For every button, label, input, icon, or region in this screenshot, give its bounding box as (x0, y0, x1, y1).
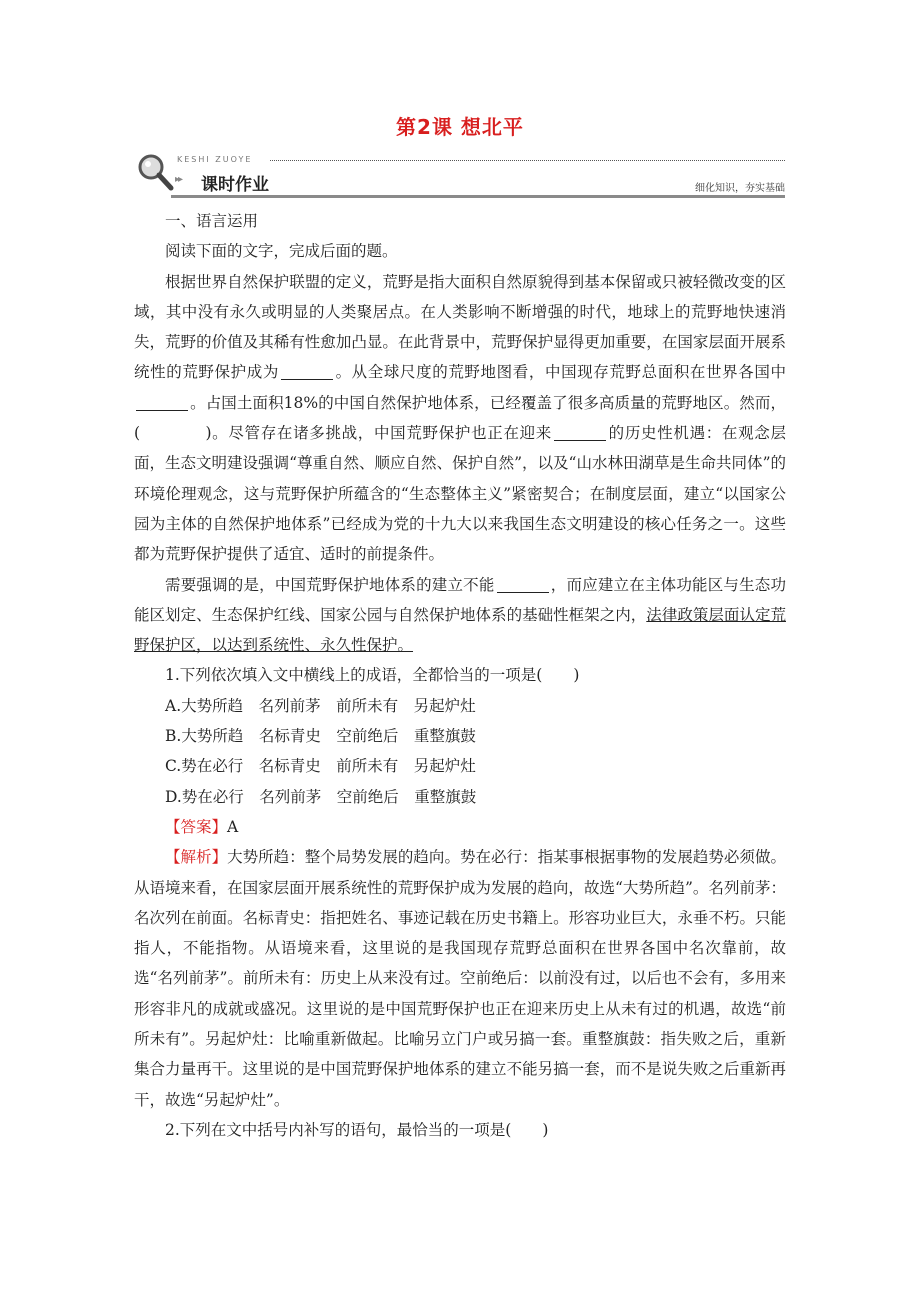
question-2-stem: 2.下列在文中括号内补写的语句，最恰当的一项是( ) (165, 1120, 549, 1139)
blank-4 (497, 575, 549, 592)
blank-1 (281, 363, 333, 380)
answer-line (134, 812, 786, 842)
blank-2 (136, 394, 188, 411)
passage-paragraph-1: 根据世界自然保护联盟的定义，荒野是指大面积自然原貌得到基本保留或只被轻微改变的区域，其中没有永久或明显的人类聚居点。在人类影响不断增强的时代，地球上的荒野地快速消失，荒野的价值及其稀有性愈加凸显。在此背景中，荒野保护显得更加重要，在国家层面开展系统性的荒野保护成为 。从全球尺度的荒野地图看，中国现存荒野总面积在世界各国中。占国土面积18%的中国自然保护地体系，已经覆盖了很多高质量的荒野地区。然而，( )。尽管存在诸多挑战，中国荒野保护也正在迎来 的历史性机遇：在观念层面，生态文明建设强调“尊重自然、顺应自然、保护自然”，以及“山水林田湖草是生命共同体”的环境伦理观念，这与荒野保护所蕴含的“生态整体主义”紧密契合；在制度层面，建立“以国家公园为主体的自然保护地体系”已经成为党的十九大以来我国生态文明建设的核心任务之一。这些都为荒野保护提供了适宜、适时的前提条件。 (134, 272, 786, 564)
banner-motto: 细化知识，夯实基础 (695, 183, 785, 194)
magnifier-icon (135, 152, 175, 192)
option-c: C.势在必行 名标青史 前所未有 另起炉灶 (165, 757, 476, 776)
banner-tag: 课时作业 (201, 175, 269, 195)
page-title: 第2课 想北平 (396, 115, 524, 139)
blank-3 (554, 424, 606, 441)
chevron-right-icon: ▸▸ (175, 174, 182, 185)
instruction: 阅读下面的文字，完成后面的题。 (165, 242, 398, 261)
analysis: 【解析】大势所趋：整个局势发展的趋向。势在必行：指某事根据事物的发展趋势必须做。从语境来看，在国家层面开展系统性的荒野保护成为发展的趋向，故选“大势所趋”。名列前茅：名次列在前面。名标青史：指把姓名、事迹记载在历史书籍上。形容功业巨大，永垂不朽。只能指人，不能指物。从语境来看，这里说的是我国现存荒野总面积在世界各国中名次靠前，故选“名列前茅”。前所未有：历史上从来没有过。空前绝后：以前没有过，以后也不会有，多用来形容非凡的成就或盛况。这里说的是中国荒野保护也正在迎来历史上从未有过的机遇，故选“前所未有”。另起炉灶：比喻重新做起。比喻另立门户或另搞一套。重整旗鼓：指失败之后，重新集合力量再干。这里说的是中国荒野保护地体系的建立不能另搞一套，而不是说失败之后重新再干，故选“另起炉灶”。 (134, 848, 786, 1109)
underlined-sentence: 法律政策层面认定荒野保护区，以达到系统性、永久性保护。 (134, 605, 786, 655)
option-d: D.势在必行 名列前茅 空前绝后 重整旗鼓 (165, 787, 477, 806)
analysis-tag: 【解析】 (165, 848, 228, 867)
banner-underline (171, 195, 785, 198)
option-a: A.大势所趋 名列前茅 前所未有 另起炉灶 (165, 696, 476, 715)
passage-paragraph-2: 需要强调的是，中国荒野保护地体系的建立不能 ，而应建立在主体功能区与生态功能区划定、生态保护红线、国家公园与自然保护地体系的基础性框架之内，法律政策层面认定荒野保护区，以达到系统性、永久性保护。 (134, 575, 786, 655)
option-b: B.大势所趋 名标青史 空前绝后 重整旗鼓 (165, 727, 476, 746)
answer-tag: 【答案】 (165, 817, 228, 836)
banner-pinyin: KESHI ZUOYE (177, 155, 253, 164)
answer-value: A (227, 817, 239, 836)
banner-dotted-line (270, 160, 785, 161)
document-body (134, 206, 786, 1145)
question-1-stem: 1.下列依次填入文中横线上的成语，全都恰当的一项是( ) (165, 666, 580, 685)
section-heading: 一、语言运用 (165, 212, 259, 230)
section-banner (135, 152, 785, 200)
